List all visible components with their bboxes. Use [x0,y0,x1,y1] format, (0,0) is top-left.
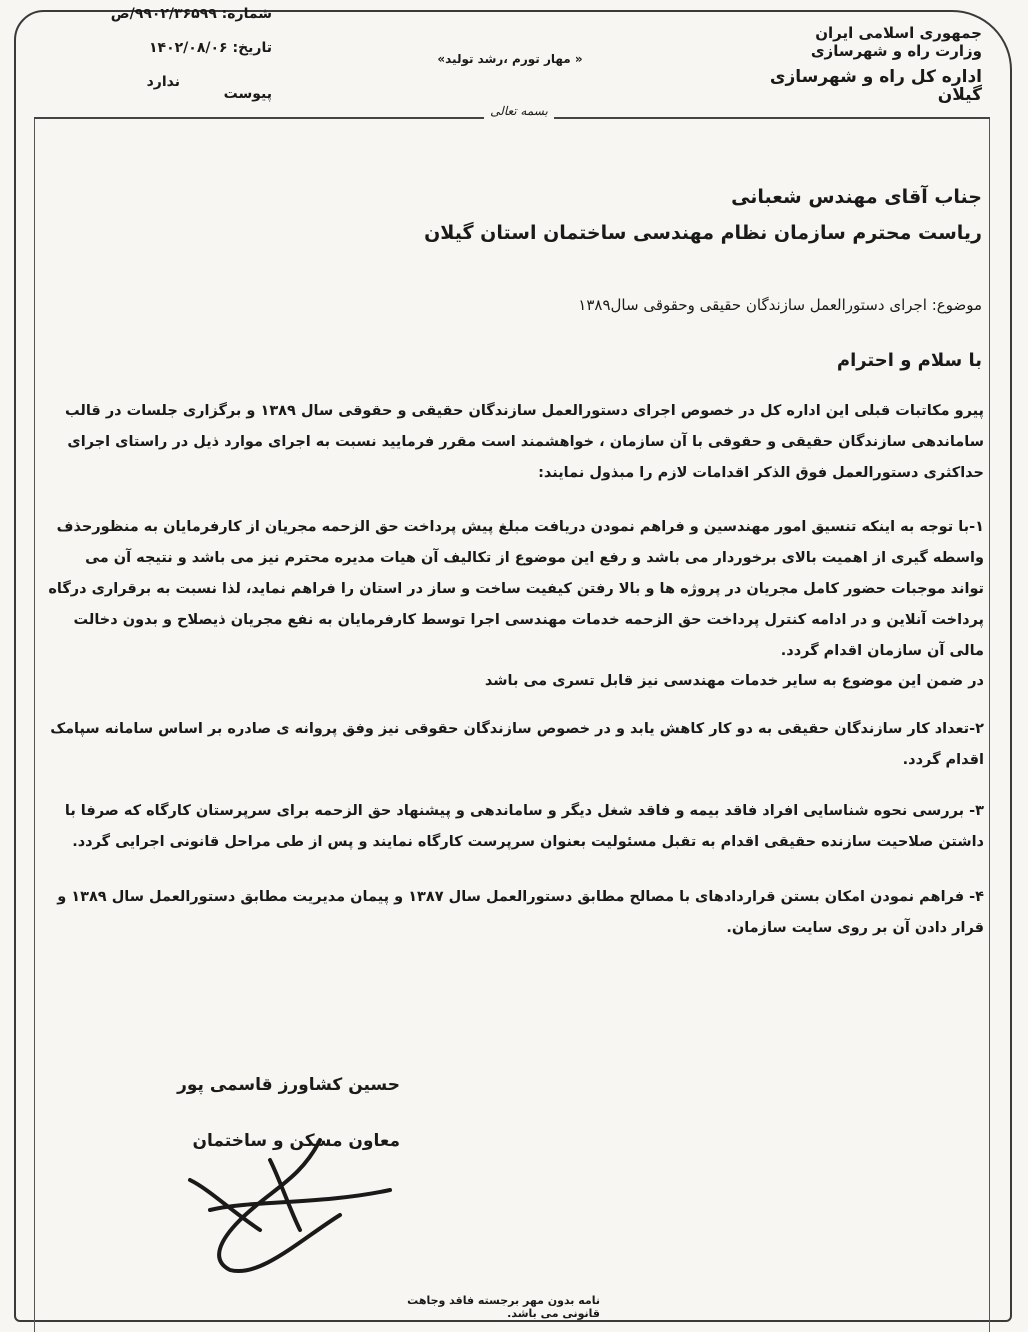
number-label: شماره: [221,6,272,22]
subject-line: موضوع: اجرای دستورالعمل سازندگان حقیقی وحقوقی سال۱۳۸۹ [578,296,982,314]
meta-number [100,6,272,22]
recipient-title: ریاست محترم سازمان نظام مهندسی ساختمان استان گیلان [424,222,982,244]
invocation: بسمه تعالی [488,104,550,118]
signatory-name: حسین کشاورز قاسمی پور [177,1075,400,1095]
ministry-name: وزارت راه و شهرسازی [810,42,982,60]
paragraph-note: در ضمن این موضوع به سایر خدمات مهندسی نیز قابل تسری می باشد [484,673,984,689]
footer-note: نامه بدون مهر برجسته فاقد وجاهت قانونی می باشد. [407,1294,600,1320]
office-name: اداره کل راه و شهرسازی گیلان [769,67,982,105]
paragraph-intro: پیرو مکاتبات قبلی این اداره کل در خصوص اجرای دستورالعمل سازندگان حقیقی و حقوقی سال ۱۳۸۹ و برگزاری جلسات در قالب ساماندهی سازندگان حقیقی و حقوقی با آن سازمان ، خواهشمند است مقرر فرمایید نسبت به اجرای موارد ذیل در راستای اجرای حداکثری دستورالعمل فوق الذکر اقدامات لازم را مبذول نمایند: [65,403,984,481]
paragraph-item-1: ۱-با توجه به اینکه تنسیق امور مهندسین و فراهم نمودن دریافت مبلغ پیش پرداخت حق الزحمه مجریان از کارفرمایان به منظورحذف واسطه گیری از اهمیت بالای برخوردار می باشد و رفع این موضوع از تکالیف آن هیات مدیره محترم نیز می باشد و نتیجه آن می تواند موجبات حضور کامل مجریان در پروژه ها و بالا رفتن کیفیت ساخت و ساز در استان را فراهم نماید، لذا نسبت به برقراری درگاه پرداخت آنلاین و در ادامه کنترل پرداخت حق الزحمه خدمات مهندسی اجرا توسط کارفرمایان به نفع مجریان ذیصلاح و بدون دخالت مالی آن سازمان اقدام گردد. [48,519,984,659]
letterhead [722,24,982,104]
number-value: ۹۹۰۲/۳۶۵۹۹/ص [110,6,217,22]
recipient-name: جناب آقای مهندس شعبانی [731,186,982,208]
country-name: جمهوری اسلامی ایران [815,24,982,42]
header-rule-left [34,117,484,119]
slogan: « مهار تورم ،رشد تولید» [437,52,583,66]
paragraph-item-2: ۲-تعداد کار سازندگان حقیقی به دو کار کاهش یابد و در خصوص سازندگان حقوقی نیز وفق پروانه ی صادره بر اساس سامانه سپامک اقدام گردد. [50,721,984,768]
handwritten-signature [150,1120,400,1280]
header-rule-right [554,117,990,119]
paragraph-item-3: ۳- بررسی نحوه شناسایی افراد فاقد بیمه و فاقد شغل دیگر و ساماندهی و پیشنهاد حق الزحمه برای سرپرستان کارگاه که صرفا با داشتن صلاحیت سازنده حقیقی اقدام به تقبل مسئولیت بعنوان سرپرست کارگاه نمایند و پس از طی مراحل قانونی اجرایی گردد. [64,803,984,850]
attachment-value: ندارد [146,74,180,90]
date-value: ۱۴۰۲/۰۸/۰۶ [149,40,228,56]
attachment-label: پیوست [223,86,272,102]
signatory-position: معاون مسکن و ساختمان [192,1131,400,1151]
paragraph-item-4: ۴- فراهم نمودن امکان بستن قراردادهای با مصالح مطابق دستورالعمل سال ۱۳۸۷ و پیمان مدیریت مطابق دستورالعمل سال ۱۳۸۹ و قرار دادن آن بر روی سایت سازمان. [57,889,984,936]
greeting: با سلام و احترام [836,350,982,371]
date-label: تاریخ: [232,40,272,56]
meta-date [100,40,272,56]
